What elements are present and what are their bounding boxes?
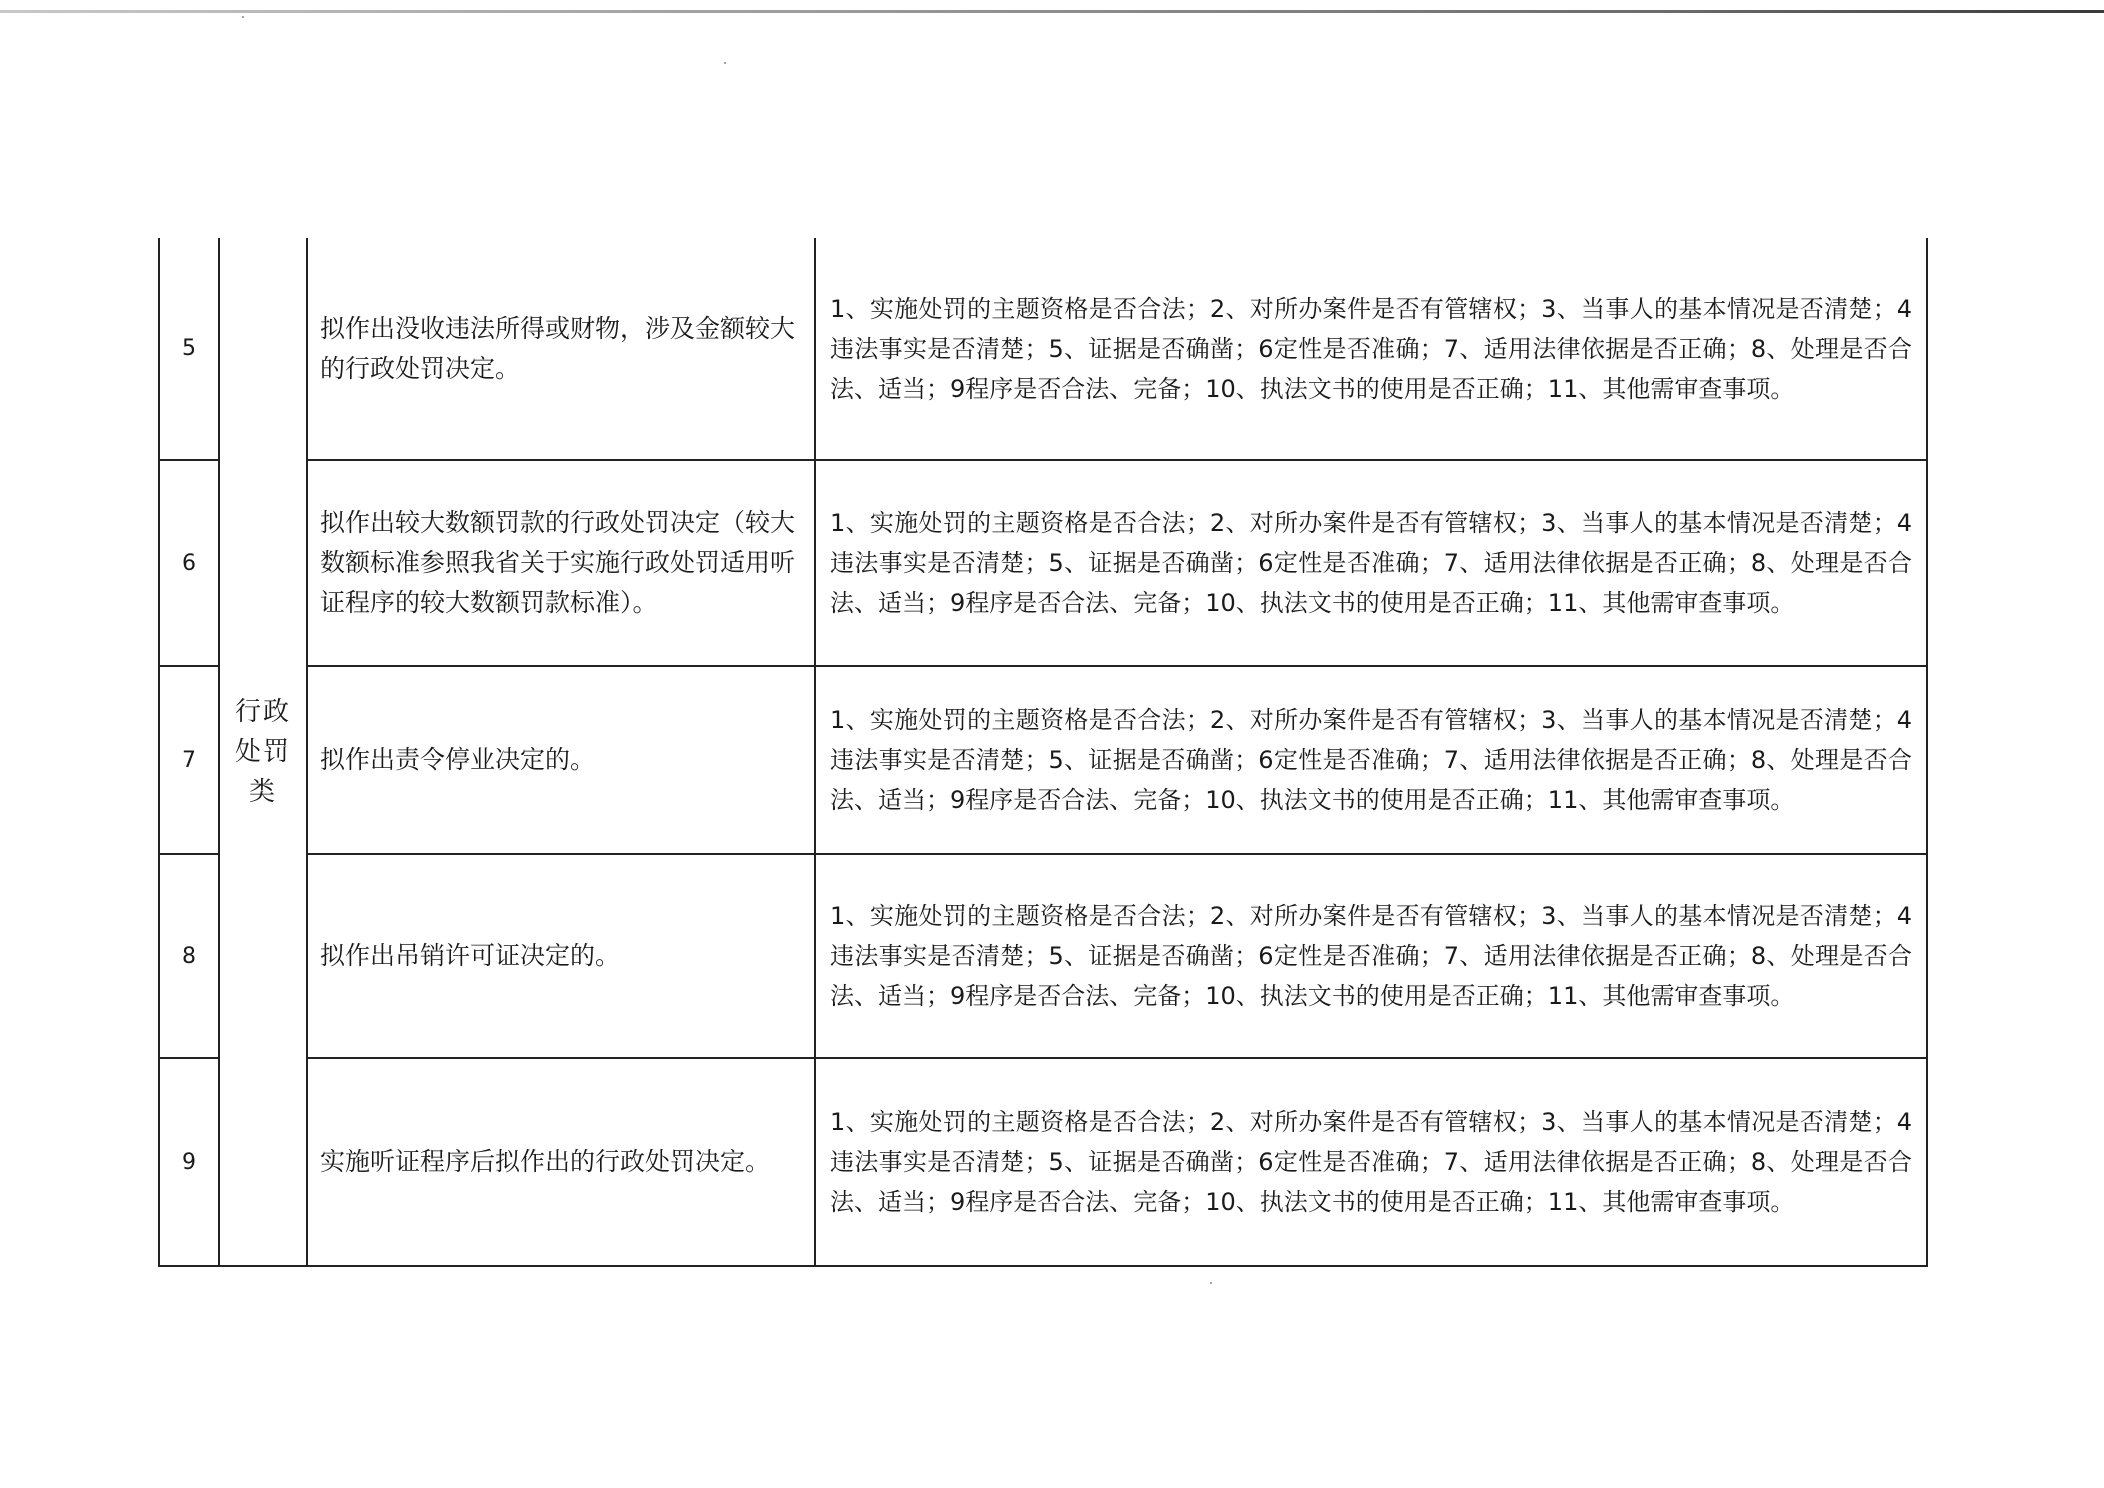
review-items-table [158,238,1928,1267]
table-row [159,1058,1927,1266]
review-item: 拟作出较大数额罚款的行政处罚决定（较大数额标准参照我省关于实施行政处罚适用听证程序的较大数额罚款标准）。 [307,460,815,666]
review-item: 拟作出责令停业决定的。 [307,666,815,854]
review-requirement: 1、实施处罚的主题资格是否合法；2、对所办案件是否有管辖权；3、当事人的基本情况是否清楚；4违法事实是否清楚；5、证据是否确凿；6定性是否准确；7、适用法律依据是否正确；8、处理是否合法、适当；9程序是否合法、完备；10、执法文书的使用是否正确；11、其他需审查事项。 [815,854,1927,1058]
scan-speck [1210,1282,1212,1284]
row-number: 8 [159,854,219,1058]
table-row [159,854,1927,1058]
scan-speck [242,16,244,18]
review-requirement: 1、实施处罚的主题资格是否合法；2、对所办案件是否有管辖权；3、当事人的基本情况是否清楚；4违法事实是否清楚；5、证据是否确凿；6定性是否准确；7、适用法律依据是否正确；8、处理是否合法、适当；9程序是否合法、完备；10、执法文书的使用是否正确；11、其他需审查事项。 [815,460,1927,666]
scan-speck [724,62,726,64]
row-number: 7 [159,666,219,854]
category-label: 行政处罚类 [235,696,292,807]
review-requirement: 1、实施处罚的主题资格是否合法；2、对所办案件是否有管辖权；3、当事人的基本情况是否清楚；4违法事实是否清楚；5、证据是否确凿；6定性是否准确；7、适用法律依据是否正确；8、处理是否合法、适当；9程序是否合法、完备；10、执法文书的使用是否正确；11、其他需审查事项。 [815,238,1927,460]
table-row [159,666,1927,854]
review-item: 实施听证程序后拟作出的行政处罚决定。 [307,1058,815,1266]
category-cell [219,238,307,1266]
review-requirement: 1、实施处罚的主题资格是否合法；2、对所办案件是否有管辖权；3、当事人的基本情况是否清楚；4违法事实是否清楚；5、证据是否确凿；6定性是否准确；7、适用法律依据是否正确；8、处理是否合法、适当；9程序是否合法、完备；10、执法文书的使用是否正确；11、其他需审查事项。 [815,666,1927,854]
row-number: 9 [159,1058,219,1266]
table-row [159,238,1927,460]
review-item: 拟作出没收违法所得或财物，涉及金额较大的行政处罚决定。 [307,238,815,460]
table-row [159,460,1927,666]
review-requirement: 1、实施处罚的主题资格是否合法；2、对所办案件是否有管辖权；3、当事人的基本情况是否清楚；4违法事实是否清楚；5、证据是否确凿；6定性是否准确；7、适用法律依据是否正确；8、处理是否合法、适当；9程序是否合法、完备；10、执法文书的使用是否正确；11、其他需审查事项。 [815,1058,1927,1266]
scan-edge-line [0,10,2104,13]
row-number: 5 [159,238,219,460]
row-number: 6 [159,460,219,666]
review-item: 拟作出吊销许可证决定的。 [307,854,815,1058]
